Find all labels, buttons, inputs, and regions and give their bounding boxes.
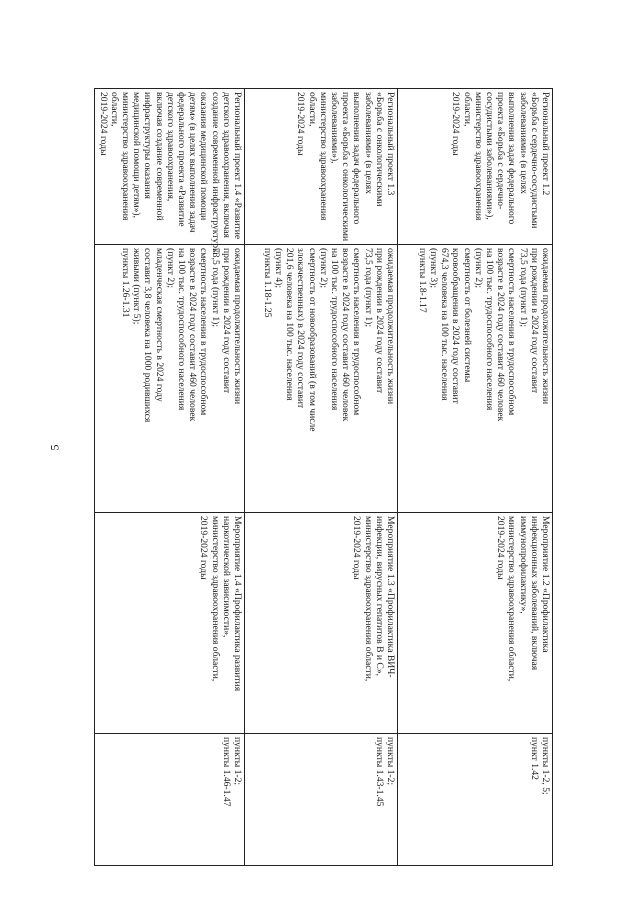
cell-text-line: пункты 1-2; [232, 737, 243, 786]
cell-text-line: сосудистыми заболеваниями»), [483, 92, 495, 220]
cell-text-line: проекта «Борьба с онкологическими [340, 92, 352, 242]
cell-text-line: министерство здравоохранения [119, 92, 131, 221]
cell-text-line: заболеваниями» (в целях [517, 92, 529, 194]
cell-text-line: создание современной инфраструктуры [209, 92, 221, 255]
cell-text-line: выполнения задач федерального [506, 92, 518, 225]
cell-text-line: кровообращения в 2024 году составит [450, 248, 462, 404]
cell-text-line: оказания медицинской помощи [198, 92, 210, 221]
table-row [95, 89, 245, 866]
points-cell [398, 734, 553, 866]
measure-cell [95, 513, 245, 734]
table-body [95, 89, 553, 866]
cell-text-line: пункт 1.42 [528, 737, 540, 780]
cell-text-line: смертность от новообразований (в том числе [306, 248, 318, 432]
cell-text-line: младенческая смертность в 2024 году [153, 248, 165, 402]
cell-text-line: Региональный проект 1.2 [540, 92, 551, 196]
cell-text-line: области, [306, 92, 318, 127]
points-cell [95, 734, 245, 866]
cell-text-line: на 100 тыс. трудоспособного населения [175, 248, 187, 411]
cell-text-line: (пункт 2); [164, 248, 176, 289]
cell-text-line: включая создание современной [153, 92, 165, 221]
cell-text-line: наркотической зависимости», [220, 516, 232, 638]
cell-text-line: Мероприятие 1.4 «Профилактика развития [232, 516, 243, 692]
cell-text-line: проекта «Борьба с сердечно- [495, 92, 507, 210]
cell-text-line: возрасте в 2024 году составит 460 человек [495, 248, 507, 422]
cell-text-line: возрасте в 2024 году составит 460 человек [187, 248, 199, 422]
cell-text-line: детского здравоохранения, [164, 92, 176, 202]
project-cell [95, 89, 245, 255]
cell-text-line: 2019-2024 годы [295, 92, 307, 156]
cell-text-line: министерство здравоохранения области, [362, 516, 374, 682]
cell-text-line: 2019-2024 годы [97, 92, 109, 156]
project-cell [398, 89, 553, 245]
cell-text-line: 2019-2024 годы [351, 516, 363, 580]
cell-text-line: федерального проекта «Развитие [175, 92, 187, 227]
indicators-cell [398, 245, 553, 513]
page-number: 5 [47, 444, 62, 451]
cell-text-line: детям» (в целях выполнения задач [187, 92, 199, 233]
cell-text-line: ожидаемая продолжительность жизни [385, 248, 396, 405]
cell-text-line: инфекционных заболеваний, включая [528, 516, 540, 671]
cell-text-line: (пункт 2); [317, 248, 329, 289]
cell-text-line: инфраструктуры оказания [142, 92, 154, 199]
cell-text-line: министерство здравоохранения области, [506, 516, 518, 682]
cell-text-line: Региональный проект 1.4 «Развитие [232, 92, 243, 240]
rotated-table-container [97, 88, 553, 865]
cell-text-line: смертность населения в трудоспособном [198, 248, 210, 416]
project-cell [245, 89, 398, 245]
measure-cell [398, 513, 553, 734]
cell-text-line: 73,5 года (пункт 1); [209, 248, 221, 327]
cell-text-line: злокачественных) в 2024 году составит [295, 248, 307, 409]
cell-text-line: медицинской помощи детям»), [131, 92, 143, 218]
cell-text-line: детского здравоохранения, включая [220, 92, 232, 238]
cell-text-line: (пункт 2); [472, 248, 484, 289]
cell-text-line: живыми (пункт 5); [131, 248, 143, 325]
cell-text-line: Мероприятие 1.3 «Профилактика ВИЧ- [385, 516, 396, 678]
cell-text-line: заболеваниями»), [328, 92, 340, 164]
cell-text-line: (пункт 3); [427, 248, 439, 289]
cell-text-line: 2019-2024 годы [450, 92, 462, 156]
cell-text-line: пункты 1.43-1.45 [373, 737, 385, 807]
cell-text-line: «Борьба с сердечно-сосудистыми [528, 92, 540, 229]
cell-text-line: возрасте в 2024 году составит 460 человек [340, 248, 352, 422]
cell-text-line: на 100 тыс. трудоспособного населения [483, 248, 495, 411]
cell-text-line: ожидаемая продолжительность жизни [232, 248, 243, 405]
cell-text-line: пункты 1.8-1.17 [416, 248, 428, 313]
table-row [398, 89, 553, 866]
cell-text-line: иммунопрофилактику», [517, 516, 529, 614]
cell-text-line: Мероприятие 1.2 «Профилактика [540, 516, 551, 653]
measure-cell [245, 513, 398, 734]
cell-text-line: министерство здравоохранения области, [209, 516, 221, 682]
cell-text-line: министерство здравоохранения [472, 92, 484, 221]
cell-text-line: заболеваниями» (в целях [362, 92, 374, 194]
cell-text-line: области, [108, 92, 120, 127]
cell-text-line: пункты 1.18-1.25 [261, 248, 273, 318]
cell-text-line: Региональный проект 1.3 [385, 92, 396, 196]
cell-text-line: области, [461, 92, 473, 127]
cell-text-line: смертность населения в трудоспособном [506, 248, 518, 416]
cell-text-line: пункты 1.46-1.47 [220, 737, 232, 807]
cell-text-line: составит 3,8 человека на 1000 родившихся [142, 248, 154, 423]
cell-text-line: при рождении в 2024 году составит [373, 248, 385, 394]
program-table [94, 88, 553, 866]
cell-text-line: «Борьба с онкологическими [373, 92, 385, 207]
cell-text-line: 674,3 человека на 100 тыс. населения [439, 248, 451, 401]
cell-text-line: пункты 1.26-1.31 [119, 248, 131, 318]
cell-text-line: при рождении в 2024 году составит [220, 248, 232, 394]
cell-text-line: 73,5 года (пункт 1); [362, 248, 374, 327]
table-row [245, 89, 398, 866]
points-cell [245, 734, 398, 866]
cell-text-line: на 100 тыс. трудоспособного населения [328, 248, 340, 411]
indicators-cell [95, 245, 245, 513]
cell-text-line: 201,6 человека на 100 тыс. населения [284, 248, 296, 401]
cell-text-line: 73,5 года (пункт 1); [517, 248, 529, 327]
indicators-cell [245, 245, 398, 513]
cell-text-line: пункты 1-2, 5; [540, 737, 551, 795]
cell-text-line: министерство здравоохранения [317, 92, 329, 221]
cell-text-line: выполнения задач федерального [351, 92, 363, 225]
cell-text-line: инфекции, вирусных гепатитов В и С», [373, 516, 385, 677]
cell-text-line: (пункт 4); [272, 248, 284, 289]
cell-text-line: 2019-2024 годы [198, 516, 210, 580]
cell-text-line: пункты 1-2; [385, 737, 396, 786]
cell-text-line: при рождении в 2024 году составит [528, 248, 540, 394]
cell-text-line: смертность от болезней системы [461, 248, 473, 383]
cell-text-line: 2019-2024 годы [495, 516, 507, 580]
cell-text-line: ожидаемая продолжительность жизни [540, 248, 551, 405]
cell-text-line: смертность населения в трудоспособном [351, 248, 363, 416]
